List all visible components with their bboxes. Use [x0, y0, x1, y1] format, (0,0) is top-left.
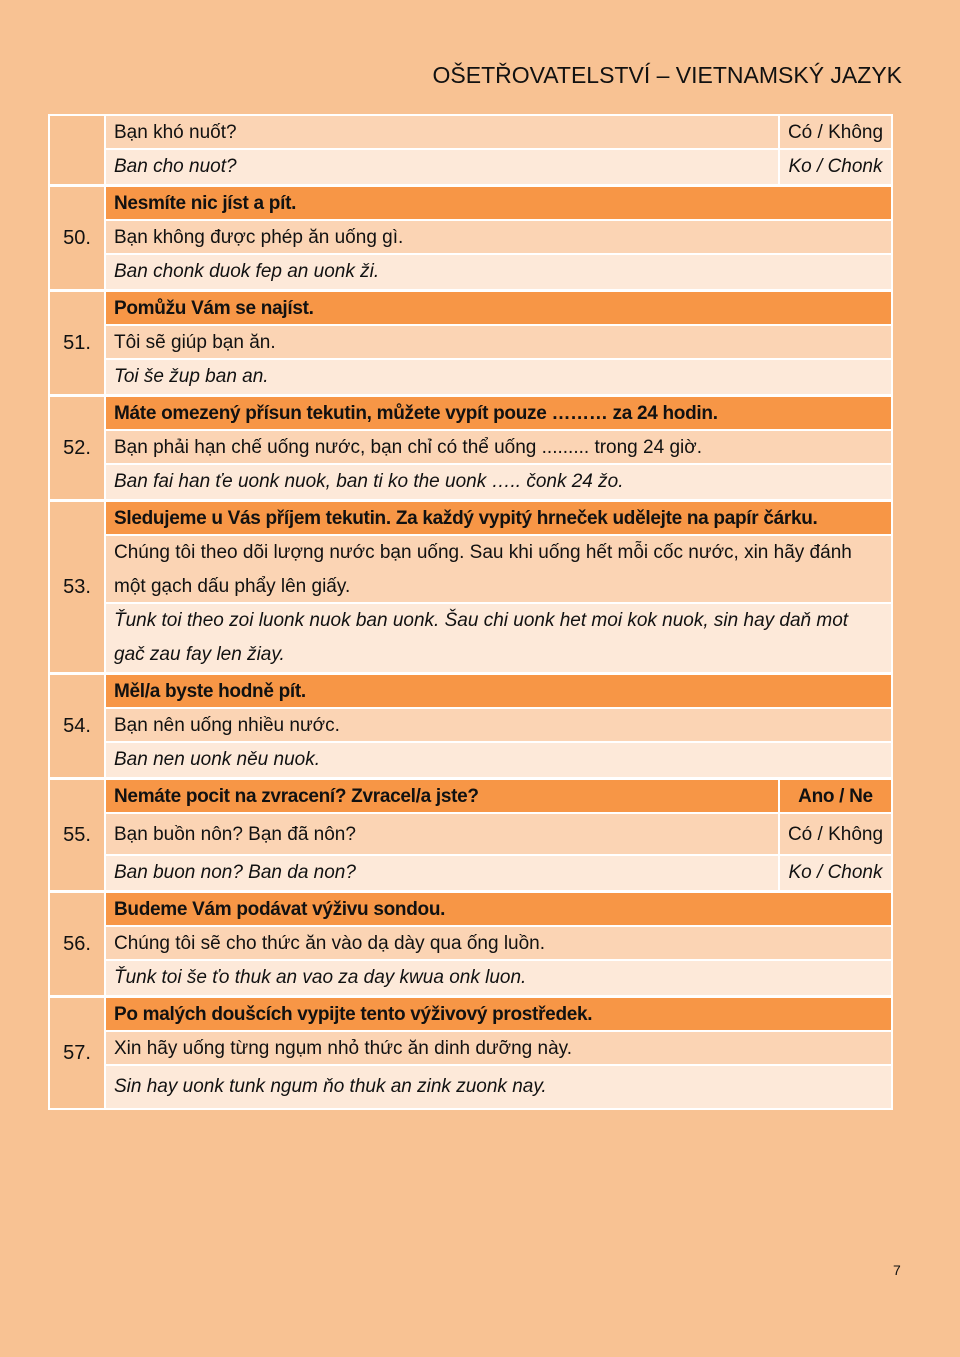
pronunciation-line: [106, 856, 891, 890]
pronunciation-line-text: Toi še žup ban an.: [114, 366, 269, 387]
phrase-lines: [106, 397, 891, 499]
phrase-group: [50, 187, 891, 292]
answer-options: Ano / Ne: [778, 780, 891, 812]
phrase-lines: [106, 292, 891, 394]
vietnamese-line-text: Bạn không được phép ăn uống gì.: [114, 227, 404, 248]
phrase-number: 50.: [50, 187, 106, 289]
pronunciation-line-text: Ban cho nuot?: [114, 156, 237, 177]
pronunciation-line-text: Ban buon non? Ban da non?: [114, 862, 356, 883]
phrase-group: [50, 502, 891, 675]
pronunciation-line-text: Ťunk toi še ťo thuk an vao za day kwua onk luon.: [114, 967, 527, 988]
pronunciation-line-text: Sin hay uonk tunk ngum ňo thuk an zink zuonk nay.: [114, 1076, 547, 1097]
vietnamese-line-text: Bạn phải hạn chế uống nước, bạn chỉ có thể uống ......... trong 24 giờ.: [114, 437, 702, 458]
phrase-group: [50, 893, 891, 998]
pronunciation-line-text: Ťunk toi theo zoi luonk nuok ban uonk. Šau chi uonk het moi kok nuok, sin hay daň mot gač zau fay len žiay.: [114, 610, 849, 665]
pronunciation-line: [106, 150, 891, 184]
phrase-number: 52.: [50, 397, 106, 499]
phrase-number: 57.: [50, 998, 106, 1108]
vietnamese-line-text: Bạn khó nuốt?: [114, 122, 237, 143]
vietnamese-line-text: Bạn buồn nôn? Bạn đã nôn?: [114, 824, 356, 845]
vietnamese-line: [106, 927, 891, 961]
czech-line: [106, 397, 891, 431]
vietnamese-line-text: Xin hãy uống từng ngụm nhỏ thức ăn dinh dưỡng này.: [114, 1038, 573, 1059]
phrase-lines: [106, 502, 891, 672]
vietnamese-line: [106, 116, 891, 150]
phrase-number: 54.: [50, 675, 106, 777]
pronunciation-line-text: Ban fai han ťe uonk nuok, ban ti ko the uonk ….. čonk 24 žo.: [114, 471, 624, 492]
pronunciation-line: [106, 604, 891, 672]
pronunciation-line-text: Ban nen uonk něu nuok.: [114, 749, 321, 770]
czech-line: [106, 998, 891, 1032]
vietnamese-line: [106, 1032, 891, 1066]
czech-line-text: Nesmíte nic jíst a pít.: [114, 193, 297, 214]
czech-line-text: Budeme Vám podávat výživu sondou.: [114, 899, 446, 920]
phrase-number: 55.: [50, 780, 106, 890]
pronunciation-line: [106, 743, 891, 777]
czech-line: [106, 502, 891, 536]
phrase-lines: [106, 675, 891, 777]
phrase-number: 53.: [50, 502, 106, 672]
vietnamese-line: [106, 326, 891, 360]
czech-line: [106, 893, 891, 927]
phrase-lines: [106, 116, 891, 184]
vietnamese-line-text: Bạn nên uống nhiều nước.: [114, 715, 340, 736]
page-number: 7: [893, 1262, 901, 1278]
phrase-lines: [106, 893, 891, 995]
vietnamese-line-text: Tôi sẽ giúp bạn ăn.: [114, 332, 276, 353]
vietnamese-line: [106, 814, 891, 856]
pronunciation-line: [106, 1066, 891, 1108]
pronunciation-line: [106, 255, 891, 289]
phrase-group: [50, 116, 891, 187]
page-header-title: OŠETŘOVATELSTVÍ – VIETNAMSKÝ JAZYK: [432, 62, 902, 88]
vietnamese-line-text: Chúng tôi sẽ cho thức ăn vào dạ dày qua ống luồn.: [114, 933, 546, 954]
pronunciation-line-text: Ban chonk duok fep an uonk ži.: [114, 261, 380, 282]
czech-line-text: Pomůžu Vám se najíst.: [114, 298, 314, 319]
vietnamese-line: [106, 709, 891, 743]
phrase-number: 56.: [50, 893, 106, 995]
answer-options: Ko / Chonk: [778, 856, 891, 890]
phrase-table: [48, 114, 893, 1110]
phrase-group: [50, 397, 891, 502]
phrase-lines: [106, 780, 891, 890]
answer-options: Có / Không: [778, 116, 891, 148]
phrase-lines: [106, 187, 891, 289]
vietnamese-line: [106, 221, 891, 255]
answer-options: Có / Không: [778, 814, 891, 854]
czech-line: [106, 187, 891, 221]
phrase-group: [50, 780, 891, 893]
pronunciation-line: [106, 961, 891, 995]
czech-line: [106, 675, 891, 709]
czech-line: [106, 292, 891, 326]
czech-line-text: Měl/a byste hodně pít.: [114, 681, 306, 702]
vietnamese-line: [106, 536, 891, 604]
pronunciation-line: [106, 465, 891, 499]
phrase-group: [50, 998, 891, 1108]
phrase-lines: [106, 998, 891, 1108]
czech-line-text: Sledujeme u Vás příjem tekutin. Za každý vypitý hrneček udělejte na papír čárku.: [114, 508, 818, 529]
pronunciation-line: [106, 360, 891, 394]
czech-line-text: Nemáte pocit na zvracení? Zvracel/a jste?: [114, 786, 479, 807]
phrase-group: [50, 292, 891, 397]
czech-line: [106, 780, 891, 814]
vietnamese-line-text: Chúng tôi theo dõi lượng nước bạn uống. Sau khi uống hết mỗi cốc nước, xin hãy đánh một gạch dấu phẩy lên giấy.: [114, 542, 852, 597]
phrase-group: [50, 675, 891, 780]
phrase-number: 51.: [50, 292, 106, 394]
answer-options: Ko / Chonk: [778, 150, 891, 184]
vietnamese-line: [106, 431, 891, 465]
czech-line-text: Máte omezený přísun tekutin, můžete vypít pouze ……… za 24 hodin.: [114, 403, 718, 424]
phrase-number: [50, 116, 106, 184]
czech-line-text: Po malých doušcích vypijte tento výživový prostředek.: [114, 1004, 593, 1025]
